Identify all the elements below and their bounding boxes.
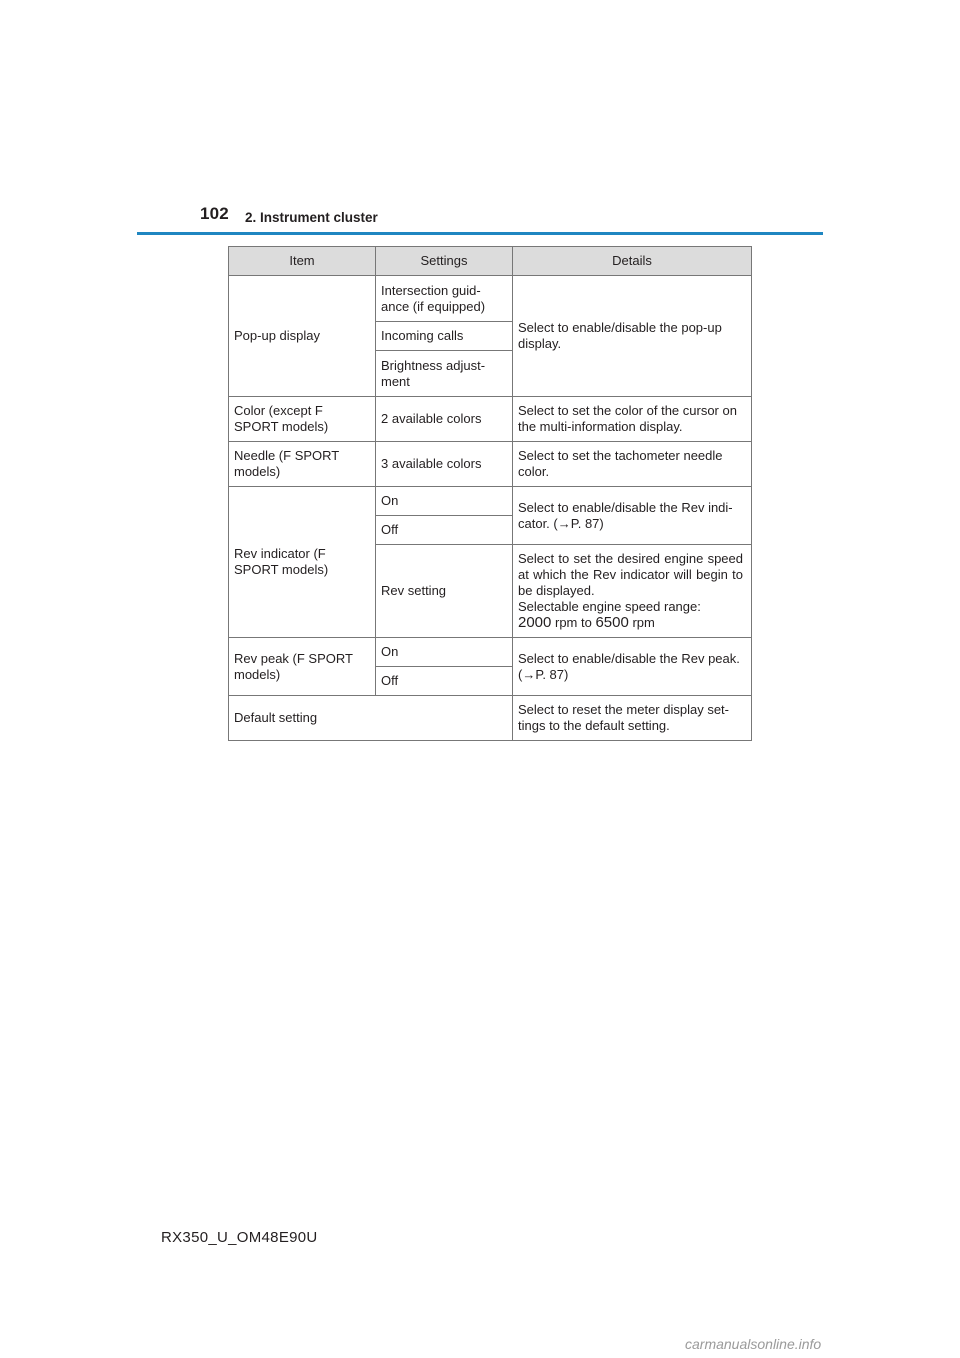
cell-popup-details: Select to enable/disable the pop-up display. [513,276,752,397]
table-row [229,638,752,667]
cell-rev-setting: Rev setting [376,545,513,638]
rev-range-mid: rpm to [551,615,596,630]
table-row [229,696,752,741]
cell-color-details: Select to set the color of the cursor on the multi-information display. [513,397,752,442]
footer-code: RX350_U_OM48E90U [161,1229,318,1246]
cell-default-item: Default setting [229,696,513,741]
cell-popup-item: Pop-up display [229,276,376,397]
rev-range [518,615,743,631]
rev-setting-description: Select to set the desired engine speed at which the Rev indicator will begin to be displayed. [518,551,743,598]
table-header-row [229,247,752,276]
section-title: 2. Instrument cluster [245,210,378,225]
cell-rev-peak-off: Off [376,667,513,696]
cell-rev-peak-details: Select to enable/disable the Rev peak. (→P. 87) [513,638,752,696]
rev-range-label: Selectable engine speed range: [518,599,701,614]
table-row [229,487,752,516]
cell-rev-indicator-off: Off [376,516,513,545]
cell-color-item: Color (except F SPORT models) [229,397,376,442]
cell-color-settings: 2 available colors [376,397,513,442]
cell-rev-setting-details [513,545,752,638]
table-row [229,397,752,442]
cell-needle-settings: 3 available colors [376,442,513,487]
cell-default-details: Select to reset the meter display set-tings to the default setting. [513,696,752,741]
header-details: Details [513,247,752,276]
header-item: Item [229,247,376,276]
cell-popup-setting-3: Brightness adjust-ment [376,351,513,397]
rev-range-unit: rpm [628,615,655,630]
header-rule [137,232,823,235]
cell-rev-peak-item: Rev peak (F SPORT models) [229,638,376,696]
page-number: 102 [200,204,229,223]
cell-needle-item: Needle (F SPORT models) [229,442,376,487]
cell-popup-setting-1: Intersection guid-ance (if equipped) [376,276,513,322]
watermark: carmanualsonline.info [685,1336,822,1352]
settings-table [228,246,752,741]
rev-range-min: 2000 [518,614,552,631]
cell-needle-details: Select to set the tachometer needle color. [513,442,752,487]
cell-rev-indicator-onoff-details: Select to enable/disable the Rev indi-cator. (→P. 87) [513,487,752,545]
table-row [229,442,752,487]
cell-rev-indicator-item: Rev indicator (F SPORT models) [229,487,376,638]
rev-range-max: 6500 [595,614,629,631]
table-row [229,276,752,322]
cell-popup-setting-2: Incoming calls [376,322,513,351]
cell-rev-indicator-on: On [376,487,513,516]
cell-rev-peak-on: On [376,638,513,667]
header-settings: Settings [376,247,513,276]
